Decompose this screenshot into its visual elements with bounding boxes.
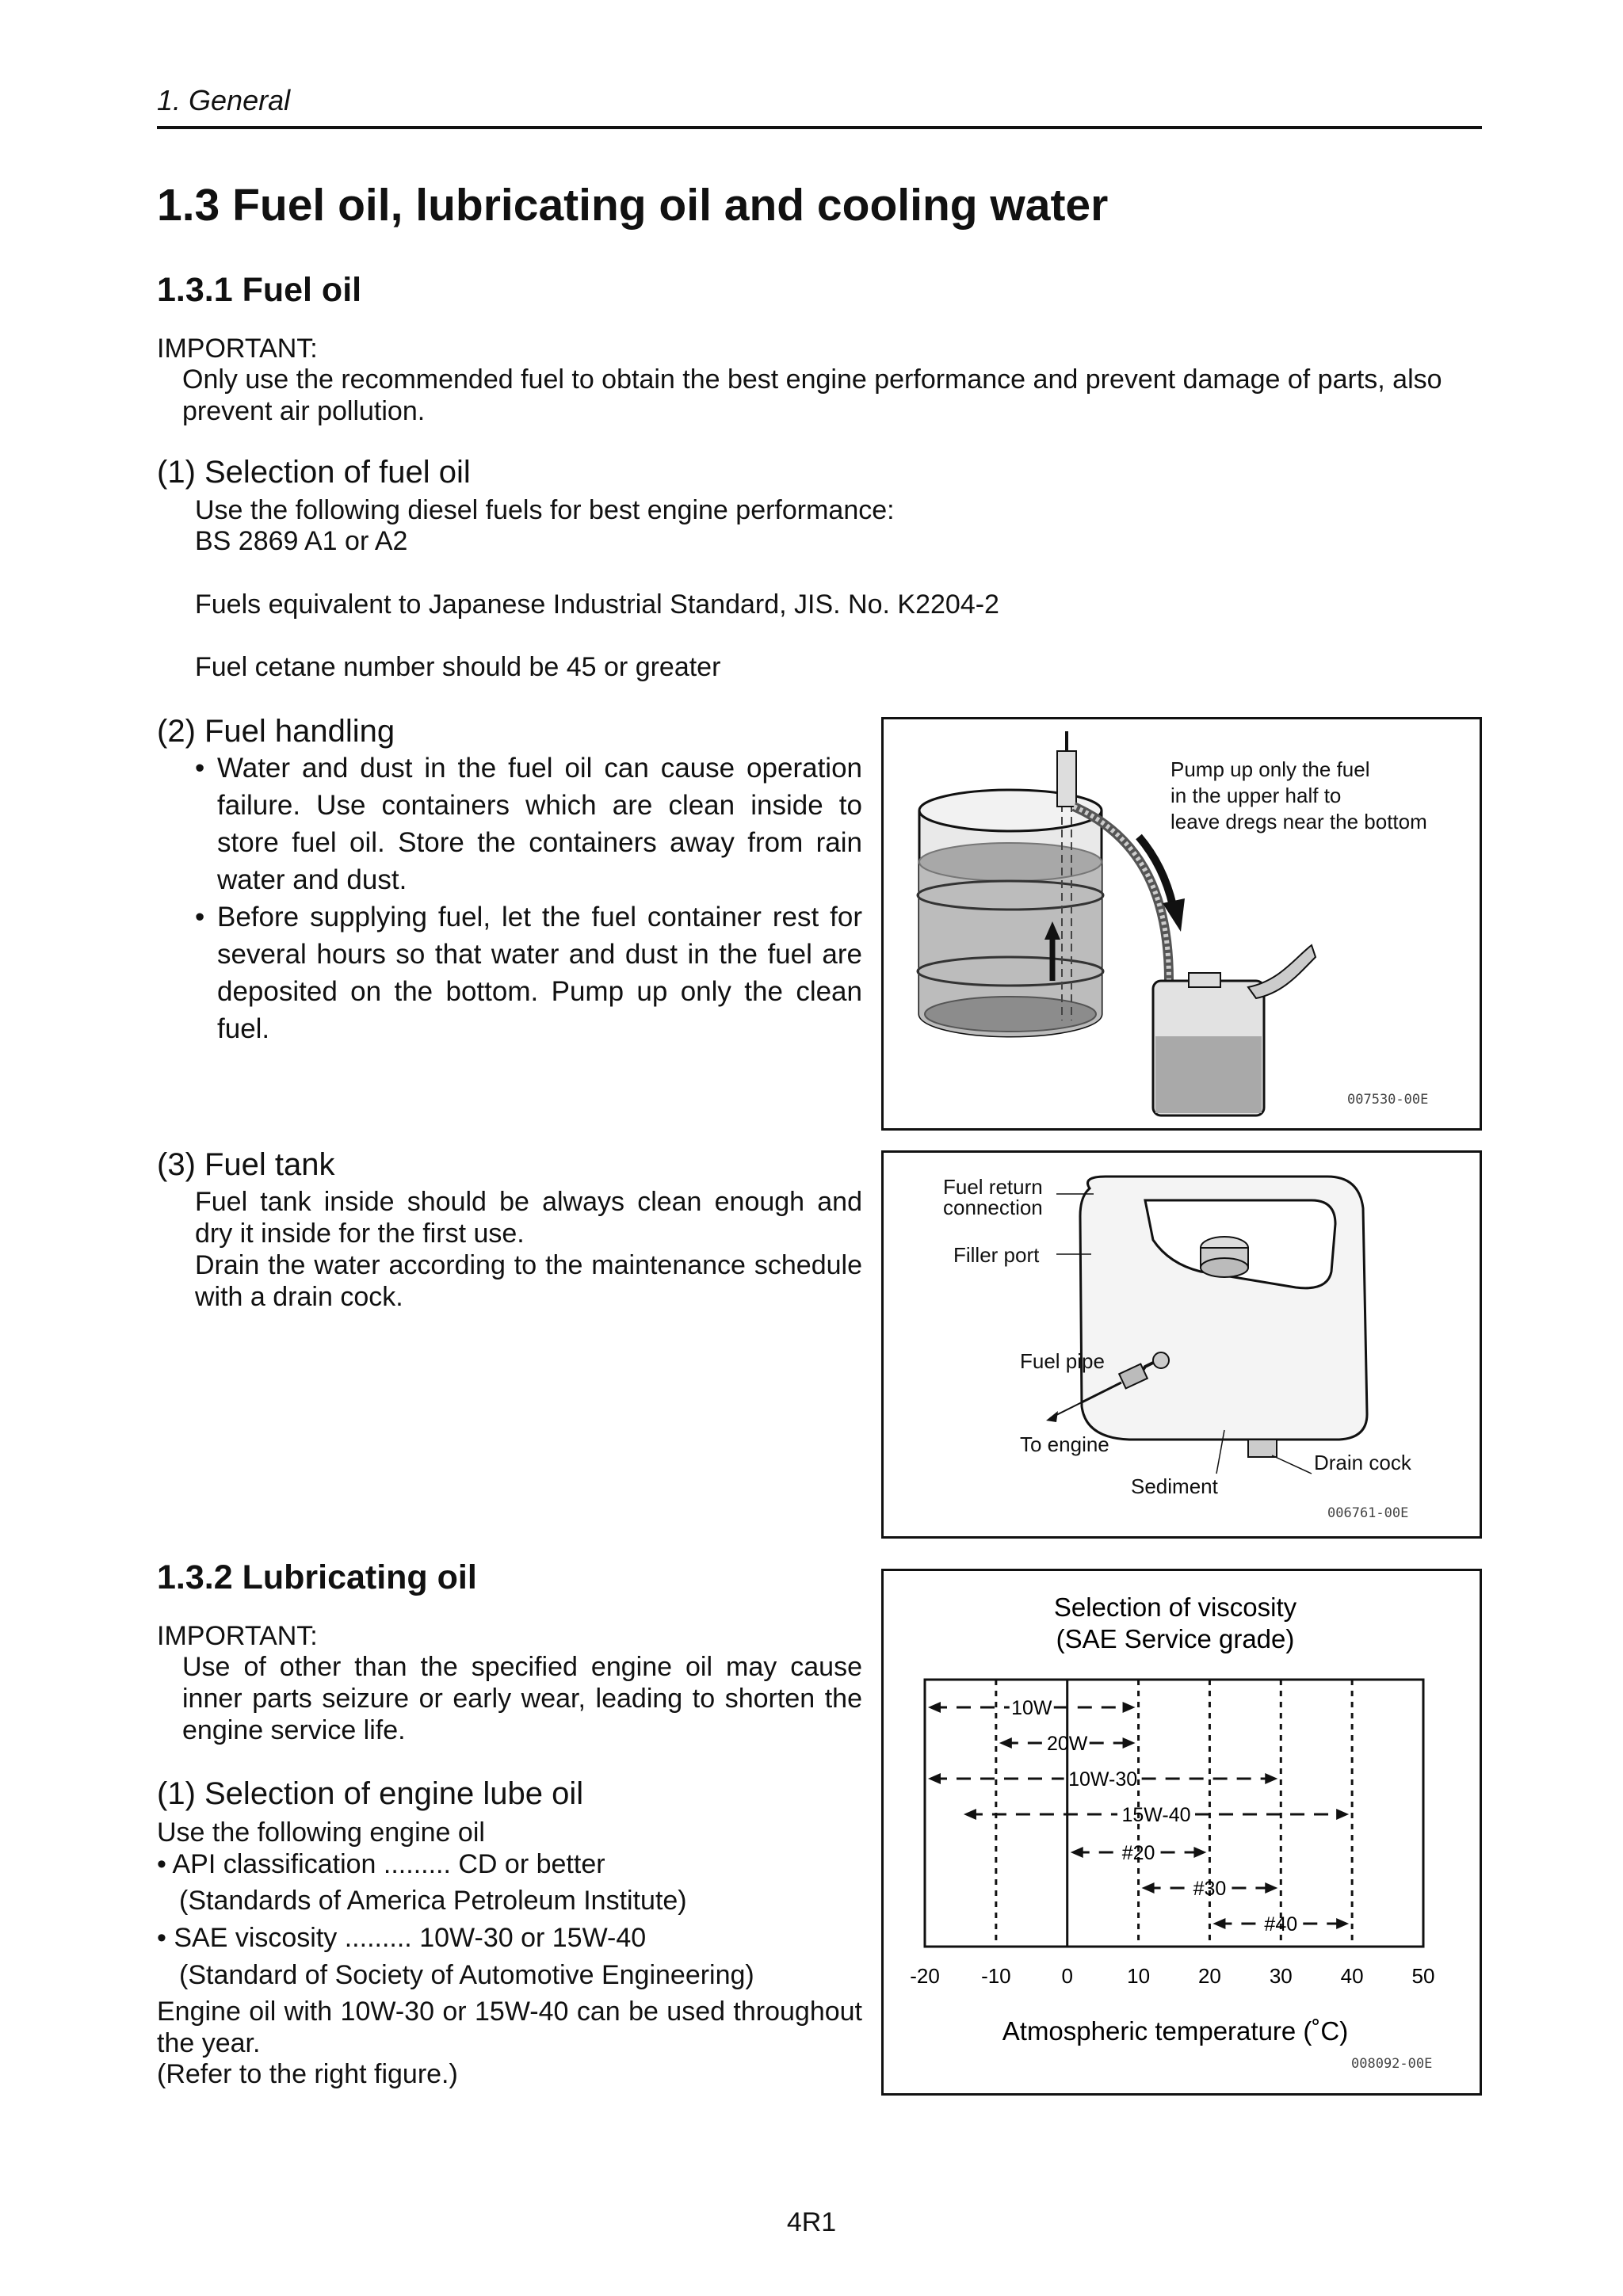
label-drain-cock: Drain cock — [1314, 1451, 1411, 1474]
label-to-engine: To engine — [1020, 1432, 1109, 1456]
fuel-selection-heading: (1) Selection of fuel oil — [157, 455, 471, 490]
lube-api-line: • API classification ......... CD or better — [157, 1849, 605, 1879]
pump-note-line: leave dregs near the bottom — [1170, 810, 1427, 833]
fuel-selection-line1: Use the following diesel fuels for best engine performance: — [195, 495, 895, 525]
page-title: 1.3 Fuel oil, lubricating oil and cooling water — [157, 180, 1109, 231]
fuel-handling-list — [195, 749, 862, 1047]
viscosity-range-20w — [999, 1733, 1136, 1755]
lube-api-note: (Standards of America Petroleum Institute) — [179, 1886, 687, 1916]
chart-title: Selection of viscosity — [1053, 1592, 1297, 1622]
fuel-tank-illustration — [884, 1153, 1480, 1536]
lube-important-label: IMPORTANT: — [157, 1621, 318, 1651]
fuel-tank-figure — [881, 1150, 1482, 1539]
header-rule — [157, 126, 1482, 129]
fuel-oil-heading: 1.3.1 Fuel oil — [157, 271, 362, 309]
range-label: 20W — [1047, 1733, 1088, 1755]
x-tick-label: 10 — [1127, 1964, 1151, 1988]
viscosity-range-30 — [1142, 1878, 1278, 1900]
x-tick-label: -20 — [910, 1964, 940, 1988]
x-tick-label: 30 — [1269, 1964, 1293, 1988]
lube-sae-note: (Standard of Society of Automotive Engineering) — [179, 1960, 754, 1990]
fuel-handling-bullet: • Water and dust in the fuel oil can cause operation failure. Use containers which are clean inside to store fuel oil. Store the containers away from rain water and dust. — [195, 749, 862, 898]
label-fuel-pipe: Fuel pipe — [1020, 1349, 1105, 1373]
drum-pump-illustration — [884, 719, 1480, 1128]
lube-oil-heading: 1.3.2 Lubricating oil — [157, 1558, 477, 1596]
page-number: 4R1 — [786, 2207, 837, 2237]
range-label: #40 — [1264, 1913, 1298, 1936]
label-fuel-return: connection — [943, 1196, 1043, 1219]
range-label: #30 — [1193, 1878, 1227, 1900]
chart-xlabel: Atmospheric temperature (˚C) — [1002, 2016, 1349, 2046]
fuel-tank-para1: Fuel tank inside should be always clean enough and dry it inside for the first use. — [195, 1187, 862, 1249]
x-tick-label: -10 — [981, 1964, 1011, 1988]
label-fuel-return: Fuel return — [943, 1175, 1043, 1199]
fuel-handling-figure — [881, 717, 1482, 1131]
lube-para: Engine oil with 10W-30 or 15W-40 can be used throughout the year. — [157, 1997, 862, 2058]
pump-note-line: Pump up only the fuel — [1170, 757, 1370, 781]
range-label: #20 — [1121, 1842, 1155, 1864]
figure-code: 008092-00E — [1351, 2056, 1433, 2072]
viscosity-range-10w30 — [928, 1768, 1277, 1791]
fuel-important-text: Only use the recommended fuel to obtain the best engine performance and prevent damage of parts, also prevent air pollution. — [182, 364, 1442, 426]
viscosity-chart — [884, 1571, 1480, 2093]
fuel-handling-bullet: • Before supplying fuel, let the fuel container rest for several hours so that water and dust in the fuel are deposited on the bottom. Pump up only the clean fuel. — [195, 898, 862, 1047]
label-sediment: Sediment — [1131, 1474, 1218, 1498]
fuel-selection-line2: BS 2869 A1 or A2 — [195, 526, 408, 556]
label-filler-port: Filler port — [953, 1243, 1040, 1267]
viscosity-range-15w40 — [964, 1804, 1349, 1826]
x-tick-label: 20 — [1197, 1964, 1221, 1988]
fuel-selection-line3: Fuels equivalent to Japanese Industrial Standard, JIS. No. K2204-2 — [195, 589, 999, 620]
range-label: 10W — [1011, 1697, 1052, 1719]
fuel-selection-line4: Fuel cetane number should be 45 or greater — [195, 652, 721, 682]
fuel-important-label: IMPORTANT: — [157, 334, 318, 364]
viscosity-range-40 — [1212, 1913, 1349, 1936]
lube-refer: (Refer to the right figure.) — [157, 2059, 458, 2089]
viscosity-chart-figure — [881, 1569, 1482, 2096]
figure-code: 006761-00E — [1327, 1505, 1409, 1521]
fuel-tank-heading: (3) Fuel tank — [157, 1147, 335, 1182]
x-tick-label: 0 — [1061, 1964, 1073, 1988]
lube-important-text: Use of other than the specified engine oil may cause inner parts seizure or early wear, leading to shorten the engine service life. — [182, 1652, 862, 1745]
lube-selection-heading: (1) Selection of engine lube oil — [157, 1776, 584, 1811]
fuel-handling-heading: (2) Fuel handling — [157, 714, 395, 749]
viscosity-range-10w — [928, 1697, 1136, 1719]
lube-intro: Use the following engine oil — [157, 1817, 485, 1848]
running-header: 1. General — [157, 84, 291, 116]
pump-note-line: in the upper half to — [1170, 784, 1342, 807]
range-label: 15W-40 — [1121, 1804, 1191, 1826]
figure-code: 007530-00E — [1347, 1092, 1429, 1108]
lube-sae-line: • SAE viscosity ......... 10W-30 or 15W-40 — [157, 1923, 647, 1953]
range-label: 10W-30 — [1068, 1768, 1138, 1791]
viscosity-range-20 — [1071, 1842, 1207, 1864]
x-tick-label: 50 — [1411, 1964, 1435, 1988]
x-tick-label: 40 — [1340, 1964, 1364, 1988]
fuel-tank-para2: Drain the water according to the maintenance schedule with a drain cock. — [195, 1250, 862, 1312]
chart-subtitle: (SAE Service grade) — [1056, 1624, 1295, 1653]
